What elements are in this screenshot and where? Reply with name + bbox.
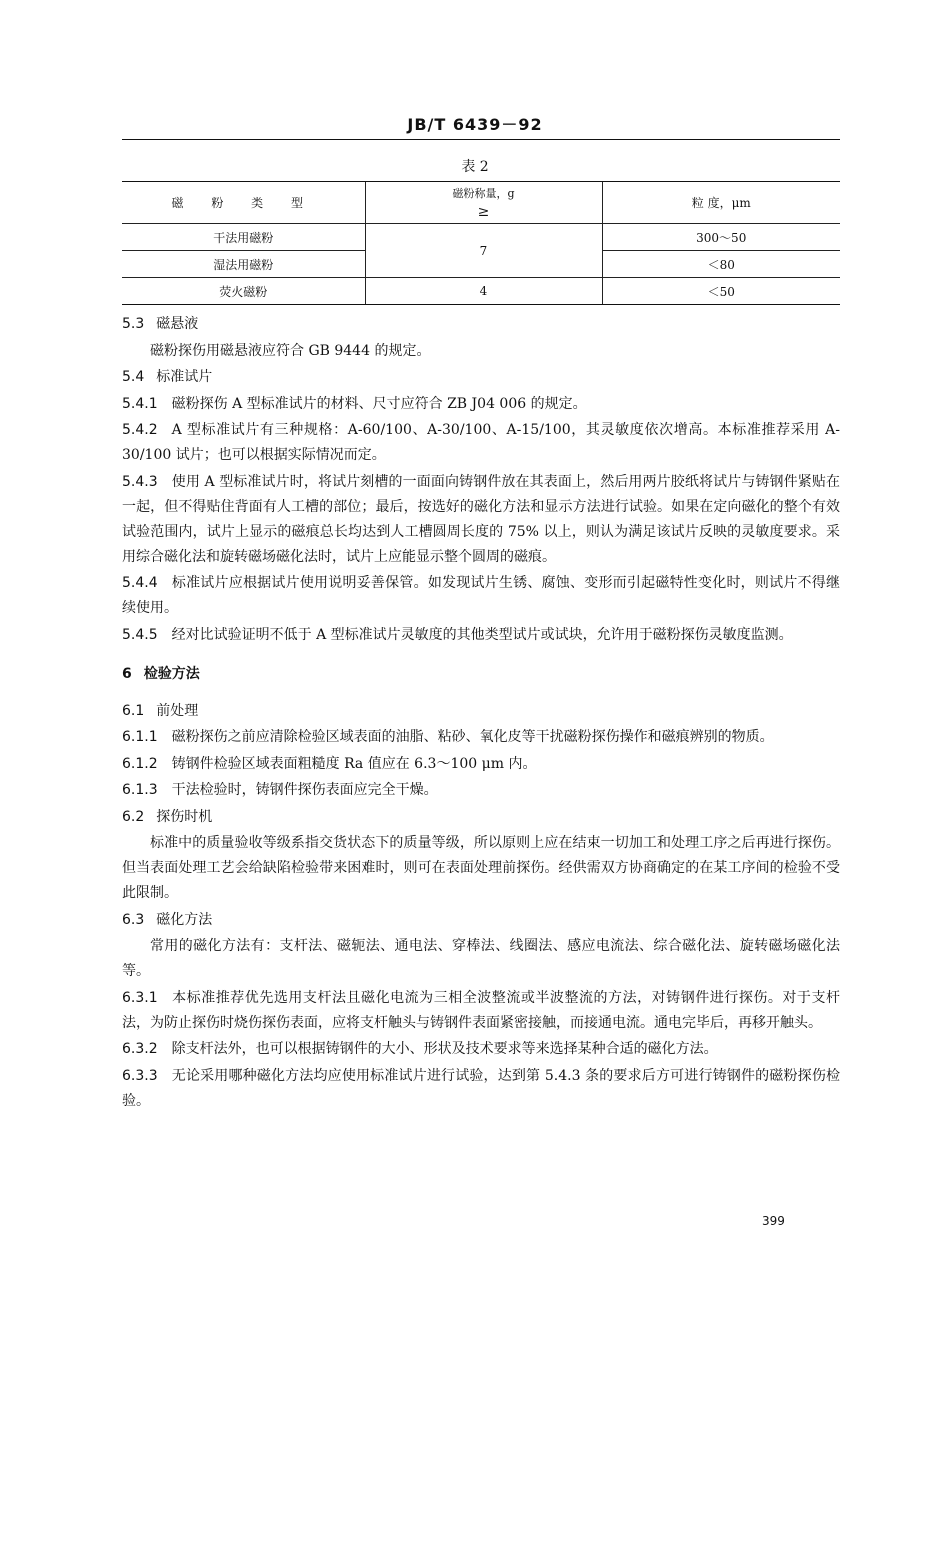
clause-text: 铸钢件检验区域表面粗糙度 Ra 值应在 6.3～100 μm 内。 bbox=[171, 755, 537, 772]
chapter-heading bbox=[122, 662, 840, 687]
clause-number: 6.3.2 bbox=[122, 1041, 158, 1057]
table-row bbox=[122, 224, 840, 251]
clause-text: 磁粉探伤 A 型标准试片的材料、尺寸应符合 ZB J04 006 的规定。 bbox=[171, 395, 587, 412]
section-heading bbox=[122, 312, 840, 337]
clause-text: 无论采用哪种磁化方法均应使用标准试片进行试验，达到第 5.4.3 条的要求后方可进行铸钢件的磁粉探伤检验。 bbox=[122, 1067, 840, 1109]
section-heading bbox=[122, 805, 840, 830]
clause bbox=[122, 1064, 840, 1114]
clause-number: 5.4.2 bbox=[122, 422, 158, 438]
col-header-type: 磁 粉 类 型 bbox=[122, 182, 365, 224]
section-number: 6.3 bbox=[122, 911, 145, 928]
section-number: 5.3 bbox=[122, 316, 145, 332]
clause bbox=[122, 470, 840, 570]
document-code-header: JB/T 6439－92 bbox=[407, 115, 543, 134]
cell-size: ＜80 bbox=[602, 251, 840, 278]
cell-size: ＜50 bbox=[602, 278, 840, 305]
clause-number: 5.4.1 bbox=[122, 395, 158, 412]
clause bbox=[122, 778, 840, 803]
clause-text: 使用 A 型标准试片时，将试片刻槽的一面面向铸钢件放在其表面上，然后用两片胶纸将试片与铸钢件紧贴在一起，但不得贴住背面有人工槽的部位；最后，按选好的磁化方法和显示方法进行试验。如果在定向磁化的整个有效试验范围内，试片上显示的磁痕总长均达到人工槽圆周长度的 75% 以上，则认为满足该试片反映的灵敏度要求。采用综合磁化法和旋转磁场磁化法时，试片上应能显示整个圆周的磁痕。 bbox=[122, 473, 840, 565]
clause-number: 5.4.5 bbox=[122, 626, 158, 643]
page-number: 399 bbox=[762, 1214, 785, 1228]
cell-type: 干法用磁粉 bbox=[122, 224, 365, 251]
paragraph: 常用的磁化方法有：支杆法、磁轭法、通电法、穿棒法、线圈法、感应电流法、综合磁化法、旋转磁场磁化法等。 bbox=[122, 938, 840, 979]
body-text bbox=[122, 312, 840, 1115]
clause bbox=[122, 752, 840, 777]
clause bbox=[122, 623, 840, 648]
section-number: 6.2 bbox=[122, 808, 145, 825]
section-number: 5.4 bbox=[122, 369, 145, 385]
clause bbox=[122, 418, 840, 468]
section-title: 标准试片 bbox=[156, 369, 213, 385]
section-number: 6.1 bbox=[122, 702, 145, 719]
clause bbox=[122, 986, 840, 1036]
cell-type: 荧火磁粉 bbox=[122, 278, 365, 305]
clause bbox=[122, 571, 840, 621]
table-header-row bbox=[122, 182, 840, 224]
clause-number: 5.4.4 bbox=[122, 575, 158, 591]
clause bbox=[122, 1037, 840, 1062]
col-header-size: 粒 度，μm bbox=[602, 182, 840, 224]
section-title: 磁化方法 bbox=[156, 911, 213, 928]
clause-text: 磁粉探伤之前应清除检验区域表面的油脂、粘砂、氧化皮等干扰磁粉探伤操作和磁痕辨别的物质。 bbox=[171, 729, 774, 745]
magnetic-powder-table bbox=[122, 181, 840, 305]
clause-number: 6.1.3 bbox=[122, 782, 158, 798]
paragraph: 标准中的质量验收等级系指交货状态下的质量等级，所以原则上应在结束一切加工和处理工序之后再进行探伤。但当表面处理工艺会给缺陷检验带来困难时，则可在表面处理前探伤。经供需双方协商确定的在某工序间的检验不受此限制。 bbox=[122, 835, 840, 901]
table-caption: 表 2 bbox=[461, 159, 489, 175]
clause-text: A 型标准试片有三种规格：A-60/100、A-30/100、A-15/100，其灵敏度依次增高。本标准推荐采用 A-30/100 试片；也可以根据实际情况而定。 bbox=[122, 422, 840, 463]
clause-text: 干法检验时，铸钢件探伤表面应完全干燥。 bbox=[171, 782, 438, 798]
clause-text: 本标准推荐优先选用支杆法且磁化电流为三相全波整流或半波整流的方法，对铸钢件进行探伤。对于支杆法，为防止探伤时烧伤探伤表面，应将支杆触头与铸钢件表面紧密接触，而接通电流。通电完毕后，再移开触头。 bbox=[122, 989, 840, 1031]
clause bbox=[122, 392, 840, 417]
col-header-amount bbox=[365, 182, 602, 224]
col-header-amount-label: 磁粉称量，g bbox=[452, 187, 515, 200]
clause-number: 5.4.3 bbox=[122, 473, 158, 490]
paragraph: 磁粉探伤用磁悬液应符合 GB 9444 的规定。 bbox=[150, 342, 431, 359]
table-row bbox=[122, 278, 840, 305]
section-title: 探伤时机 bbox=[156, 808, 213, 825]
clause-text: 经对比试验证明不低于 A 型标准试片灵敏度的其他类型试片或试块，允许用于磁粉探伤灵敏度监测。 bbox=[171, 626, 793, 643]
clause-text: 标准试片应根据试片使用说明妥善保管。如发现试片生锈、腐蚀、变形而引起磁特性变化时，则试片不得继续使用。 bbox=[122, 575, 840, 616]
section-title: 磁悬液 bbox=[156, 316, 199, 332]
header-rule bbox=[122, 139, 840, 140]
section-heading bbox=[122, 365, 840, 390]
section-title: 前处理 bbox=[156, 702, 199, 719]
clause-number: 6.3.3 bbox=[122, 1067, 158, 1084]
cell-amount: 7 bbox=[365, 224, 602, 278]
clause-number: 6.3.1 bbox=[122, 989, 158, 1006]
col-header-amount-symbol: ≥ bbox=[477, 204, 490, 220]
chapter-title: 检验方法 bbox=[143, 665, 200, 682]
cell-type: 湿法用磁粉 bbox=[122, 251, 365, 278]
clause-text: 除支杆法外，也可以根据铸钢件的大小、形状及技术要求等来选择某种合适的磁化方法。 bbox=[171, 1041, 718, 1057]
chapter-number: 6 bbox=[122, 665, 132, 682]
clause-number: 6.1.1 bbox=[122, 729, 158, 745]
section-heading bbox=[122, 699, 840, 724]
clause bbox=[122, 725, 840, 750]
section-heading bbox=[122, 908, 840, 933]
cell-amount: 4 bbox=[365, 278, 602, 305]
cell-size: 300～50 bbox=[602, 224, 840, 251]
clause-number: 6.1.2 bbox=[122, 755, 158, 772]
